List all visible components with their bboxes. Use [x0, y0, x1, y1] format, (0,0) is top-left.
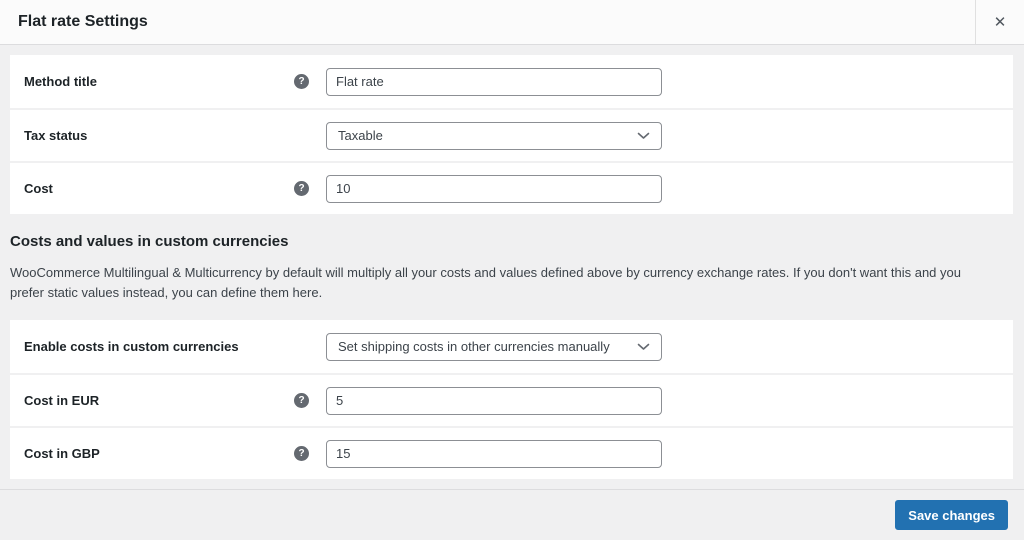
- enable-custom-costs-select[interactable]: [326, 333, 662, 361]
- enable-custom-costs-label: Enable costs in custom currencies: [24, 339, 239, 354]
- chevron-down-icon: [637, 343, 650, 351]
- modal-body: [0, 45, 1024, 489]
- tax-status-selected-value: Taxable: [338, 128, 383, 143]
- modal-header: [0, 0, 1024, 45]
- cost-eur-label: Cost in EUR: [24, 393, 100, 408]
- cost-eur-row: [10, 373, 1013, 426]
- cost-gbp-label: Cost in GBP: [24, 446, 100, 461]
- method-title-input[interactable]: [326, 68, 662, 96]
- tax-status-select[interactable]: [326, 122, 662, 150]
- modal-title: Flat rate Settings: [18, 13, 148, 30]
- help-icon[interactable]: ?: [294, 393, 309, 408]
- cost-row: [10, 161, 1013, 214]
- cost-input[interactable]: [326, 175, 662, 203]
- help-icon[interactable]: ?: [294, 181, 309, 196]
- cost-label: Cost: [24, 181, 53, 196]
- cost-gbp-row: [10, 426, 1013, 479]
- main-settings-panel: [10, 55, 1013, 214]
- chevron-down-icon: [637, 132, 650, 140]
- close-button[interactable]: [975, 0, 1024, 44]
- enable-custom-costs-row: [10, 320, 1013, 373]
- cost-eur-input[interactable]: [326, 387, 662, 415]
- section-description: WooCommerce Multilingual & Multicurrency by default will multiply all your costs and values defined above by currency exchange rates. If you don't want this and you prefer static values instead, you can define them here.: [10, 265, 961, 300]
- save-changes-button[interactable]: Save changes: [895, 500, 1008, 530]
- custom-currencies-panel: [10, 320, 1013, 479]
- custom-currencies-section-intro: [10, 214, 1013, 320]
- close-icon: ✕: [993, 14, 1007, 31]
- tax-status-row: [10, 108, 1013, 161]
- method-title-row: [10, 55, 1013, 108]
- help-icon[interactable]: ?: [294, 74, 309, 89]
- cost-gbp-input[interactable]: [326, 440, 662, 468]
- section-heading: Costs and values in custom currencies: [10, 233, 289, 250]
- enable-custom-costs-selected-value: Set shipping costs in other currencies manually: [338, 339, 610, 354]
- help-icon[interactable]: ?: [294, 446, 309, 461]
- method-title-label: Method title: [24, 74, 97, 89]
- modal-footer: [0, 489, 1024, 540]
- tax-status-label: Tax status: [24, 128, 88, 143]
